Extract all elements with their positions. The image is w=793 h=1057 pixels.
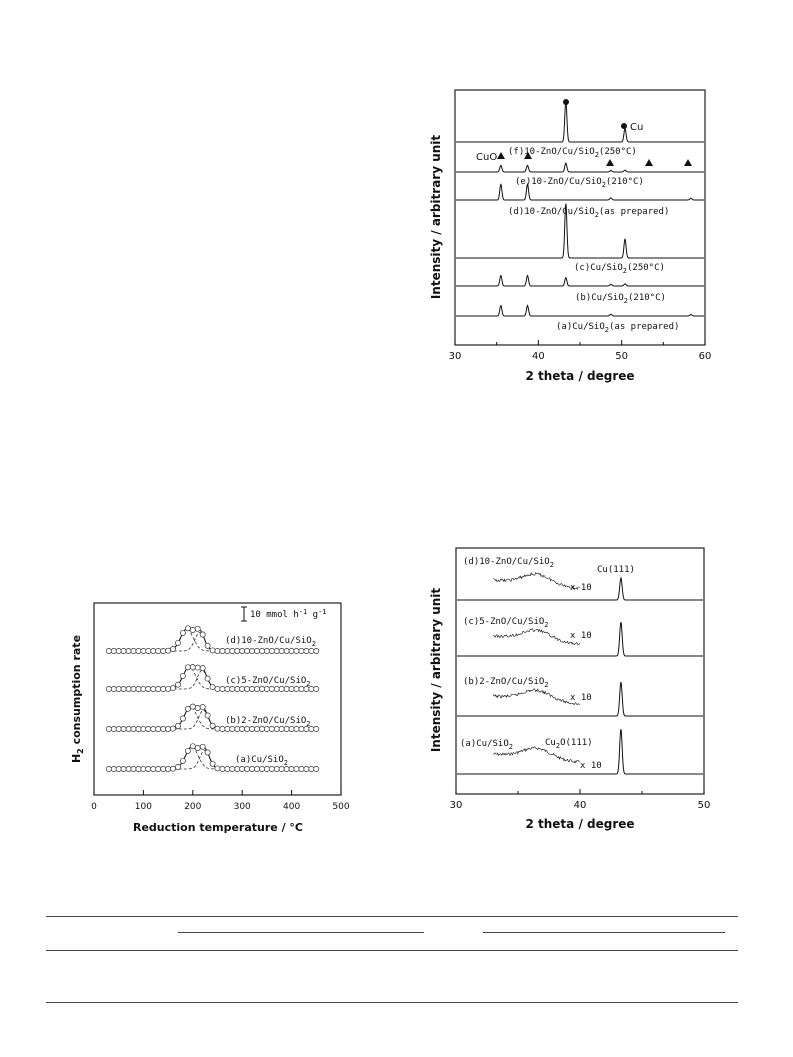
tpr-data-point	[269, 726, 274, 731]
tpr-xtick-label: 400	[283, 802, 301, 812]
xrd-bottom-xtick-label: 40	[573, 800, 587, 811]
tpr-data-point	[284, 686, 289, 691]
tpr-data-point	[161, 686, 166, 691]
tpr-data-point	[259, 726, 264, 731]
tpr-data-point	[220, 766, 225, 771]
tpr-data-point	[294, 686, 299, 691]
tpr-data-point	[185, 665, 190, 670]
tpr-data-point	[264, 766, 269, 771]
tpr-data-point	[190, 704, 195, 709]
tpr-data-point	[264, 686, 269, 691]
tpr-data-point	[269, 766, 274, 771]
tpr-data-point	[220, 686, 225, 691]
xrd-bottom-label-a: (a)Cu/SiO$_2$	[460, 739, 513, 751]
tpr-data-point	[190, 744, 195, 749]
tpr-ticks	[91, 790, 350, 812]
tpr-data-point	[220, 726, 225, 731]
xrd-bottom-label-c: (c)5-ZnO/Cu/SiO$_2$	[463, 617, 549, 629]
tpr-data-point	[141, 686, 146, 691]
tpr-data-point	[235, 648, 240, 653]
tpr-data-point	[126, 726, 131, 731]
xrd-top-label-d: (d)10-ZnO/Cu/SiO$_2$(as prepared)	[508, 207, 670, 219]
tpr-data-point	[141, 648, 146, 653]
cuo-marker	[684, 159, 692, 166]
tpr-data-point	[279, 766, 284, 771]
tpr-data-point	[111, 648, 116, 653]
tpr-data-point	[106, 766, 111, 771]
tpr-data-point	[185, 748, 190, 753]
tpr-data-point	[279, 648, 284, 653]
xrd-top-xtick-label: 40	[531, 351, 545, 362]
tpr-data-point	[274, 686, 279, 691]
tpr-data-point	[116, 726, 121, 731]
tpr-data-point	[185, 706, 190, 711]
xrd-top-label-c: (c)Cu/SiO$_2$(250°C)	[574, 263, 665, 275]
tpr-data-point	[230, 726, 235, 731]
tpr-data-point	[161, 648, 166, 653]
tpr-data-point	[180, 758, 185, 763]
tpr-data-point	[240, 648, 245, 653]
tpr-data-point	[225, 766, 230, 771]
tpr-xaxis-label: Reduction temperature / °C	[133, 821, 303, 834]
xrd-top-label-e: (e)10-ZnO/Cu/SiO$_2$(210°C)	[515, 177, 644, 189]
tpr-data-point	[264, 648, 269, 653]
tpr-data-point	[245, 648, 250, 653]
tpr-data-point	[289, 686, 294, 691]
tpr-data-point	[156, 766, 161, 771]
xrd-top-xaxis-label: 2 theta / degree	[525, 369, 635, 383]
tpr-data-point	[235, 766, 240, 771]
tpr-label-c: (c)5-ZnO/Cu/SiO$_2$	[225, 676, 311, 688]
tpr-data-point	[146, 766, 151, 771]
tpr-data-point	[111, 686, 116, 691]
xrd-bottom-xtick-label: 30	[449, 800, 463, 811]
tpr-data-point	[245, 726, 250, 731]
tpr-data-point	[225, 686, 230, 691]
tpr-data-point	[175, 723, 180, 728]
tpr-data-point	[245, 686, 250, 691]
xrd-bottom-inset-x10	[493, 629, 579, 645]
tpr-figure	[70, 595, 360, 845]
tpr-data-point	[230, 686, 235, 691]
cuo-marker	[497, 152, 505, 159]
tpr-data-point	[210, 723, 215, 728]
tpr-data-point	[146, 686, 151, 691]
tpr-data-point	[274, 726, 279, 731]
xrd-top-label-a: (a)Cu/SiO$_2$(as prepared)	[556, 322, 680, 334]
tpr-data-point	[151, 726, 156, 731]
tpr-data-point	[170, 646, 175, 651]
tpr-data-point	[126, 766, 131, 771]
xrd-figure-bottom	[420, 540, 720, 840]
tpr-data-point	[141, 766, 146, 771]
tpr-data-point	[205, 676, 210, 681]
tpr-data-point	[294, 648, 299, 653]
tpr-data-point	[245, 766, 250, 771]
mult-label-d: x 10	[570, 583, 592, 593]
tpr-data-point	[121, 686, 126, 691]
tpr-data-point	[151, 766, 156, 771]
tpr-data-point	[259, 766, 264, 771]
tpr-data-point	[166, 686, 171, 691]
xrd-bottom-xaxis-label: 2 theta / degree	[525, 817, 635, 831]
tpr-data-point	[106, 648, 111, 653]
tpr-data-point	[175, 640, 180, 645]
tpr-data-point	[166, 766, 171, 771]
tpr-data-point	[166, 648, 171, 653]
tpr-data-point	[131, 766, 136, 771]
cuo-marker	[606, 159, 614, 166]
xrd-top-series-line	[456, 276, 704, 287]
tpr-data-point	[205, 713, 210, 718]
tpr-data-point	[269, 686, 274, 691]
xrd-top-xtick-label: 50	[615, 351, 629, 362]
tpr-data-point	[170, 726, 175, 731]
xrd-bottom-inset-x10	[493, 689, 579, 705]
tpr-data-point	[254, 648, 259, 653]
tpr-data-point	[274, 648, 279, 653]
tpr-data-point	[136, 686, 141, 691]
tpr-data-point	[146, 726, 151, 731]
tpr-data-point	[289, 726, 294, 731]
tpr-data-point	[304, 648, 309, 653]
xrd-top-label-b: (b)Cu/SiO$_2$(210°C)	[575, 293, 666, 305]
tpr-data-point	[294, 766, 299, 771]
tpr-data-point	[136, 726, 141, 731]
xrd-top-series-line	[456, 306, 704, 317]
tpr-data-point	[299, 766, 304, 771]
tpr-data-point	[195, 665, 200, 670]
tpr-data-point	[185, 626, 190, 631]
tpr-data-point	[230, 648, 235, 653]
tpr-data-point	[180, 716, 185, 721]
tpr-curves	[106, 626, 319, 772]
tpr-data-point	[200, 632, 205, 637]
tpr-data-point	[205, 643, 210, 648]
mult-label-b: x 10	[570, 693, 592, 703]
xrd-top-series-line	[456, 101, 704, 142]
tpr-data-point	[254, 686, 259, 691]
tpr-data-point	[235, 686, 240, 691]
xrd-top-frame	[455, 90, 705, 345]
tpr-data-point	[175, 764, 180, 769]
tpr-data-point	[215, 766, 220, 771]
tpr-data-point	[289, 766, 294, 771]
tpr-data-point	[200, 666, 205, 671]
tpr-label-a: (a)Cu/SiO$_2$	[235, 755, 288, 767]
tpr-data-point	[314, 686, 319, 691]
xrd-top-ticks	[449, 340, 712, 362]
tpr-data-point	[250, 686, 255, 691]
tpr-data-point	[126, 648, 131, 653]
tpr-data-point	[289, 648, 294, 653]
tpr-data-point	[254, 726, 259, 731]
tpr-data-point	[200, 705, 205, 710]
tpr-data-point	[180, 630, 185, 635]
tpr-data-point	[156, 648, 161, 653]
tpr-data-point	[284, 726, 289, 731]
xrd-bottom-xtick-label: 50	[697, 800, 711, 811]
tpr-data-point	[304, 766, 309, 771]
tpr-data-point	[195, 626, 200, 631]
tpr-xtick-label: 300	[233, 802, 251, 812]
tpr-data-point	[309, 766, 314, 771]
tpr-data-point	[161, 726, 166, 731]
tpr-data-point	[170, 766, 175, 771]
tpr-data-point	[240, 726, 245, 731]
tpr-data-point	[215, 686, 220, 691]
tpr-data-point	[314, 766, 319, 771]
tpr-data-point	[106, 686, 111, 691]
xrd-bottom-label-d: (d)10-ZnO/Cu/SiO$_2$	[463, 557, 554, 569]
tpr-data-point	[106, 726, 111, 731]
tpr-data-point	[136, 766, 141, 771]
tpr-data-point	[121, 726, 126, 731]
tpr-data-point	[175, 682, 180, 687]
tpr-data-point	[250, 766, 255, 771]
mult-label-a: x 10	[580, 761, 602, 771]
tpr-data-point	[161, 766, 166, 771]
xrd-top-xtick-label: 60	[698, 351, 712, 362]
tpr-data-point	[259, 648, 264, 653]
tpr-data-point	[126, 686, 131, 691]
tpr-data-point	[235, 726, 240, 731]
tpr-data-point	[279, 686, 284, 691]
tpr-data-point	[205, 750, 210, 755]
tpr-data-point	[284, 648, 289, 653]
tpr-data-point	[299, 726, 304, 731]
tpr-data-point	[215, 726, 220, 731]
xrd-bottom-inset-x10	[493, 747, 579, 763]
cuo-marker	[645, 159, 653, 166]
tpr-data-point	[156, 686, 161, 691]
tpr-data-point	[225, 726, 230, 731]
xrd-bottom-ticks	[450, 789, 711, 811]
xrd-top-label-f: (f)10-ZnO/Cu/SiO$_2$(250°C)	[508, 147, 637, 159]
tpr-data-point	[136, 648, 141, 653]
tpr-data-point	[131, 726, 136, 731]
tpr-data-point	[215, 648, 220, 653]
xrd-top-yaxis-label: Intensity / arbitrary unit	[429, 134, 443, 300]
tpr-data-point	[250, 648, 255, 653]
cu-marker	[563, 99, 569, 105]
cu111-label: Cu(111)	[597, 565, 635, 575]
table-bottom-rule	[46, 1002, 738, 1003]
xrd-figure-top	[420, 80, 720, 400]
xrd-bottom-label-b: (b)2-ZnO/Cu/SiO$_2$	[463, 677, 549, 689]
tpr-data-point	[314, 648, 319, 653]
table-top-rule	[46, 916, 738, 917]
tpr-data-point	[131, 686, 136, 691]
tpr-data-point	[131, 648, 136, 653]
tpr-data-point	[210, 684, 215, 689]
tpr-data-point	[240, 766, 245, 771]
tpr-data-point	[254, 766, 259, 771]
tpr-data-point	[116, 766, 121, 771]
tpr-data-point	[190, 665, 195, 670]
xrd-bottom-inset-x10	[493, 573, 579, 590]
tpr-data-point	[151, 686, 156, 691]
tpr-data-point	[200, 744, 205, 749]
tpr-data-point	[230, 766, 235, 771]
tpr-data-point	[269, 648, 274, 653]
tpr-data-point	[195, 745, 200, 750]
mult-label-c: x 10	[570, 631, 592, 641]
tpr-data-point	[240, 686, 245, 691]
tpr-data-point	[116, 648, 121, 653]
tpr-data-point	[166, 726, 171, 731]
tpr-data-point	[279, 726, 284, 731]
tpr-data-point	[264, 726, 269, 731]
cu-legend: Cu	[630, 122, 644, 133]
tpr-data-point	[309, 648, 314, 653]
tpr-xtick-label: 200	[184, 802, 202, 812]
table-group-rule-left	[178, 932, 424, 933]
cuo-legend: CuO	[476, 152, 498, 163]
tpr-data-point	[170, 686, 175, 691]
tpr-data-point	[274, 766, 279, 771]
xrd-top-xtick-label: 30	[448, 351, 462, 362]
tpr-data-point	[111, 766, 116, 771]
tpr-data-point	[299, 686, 304, 691]
cu2o-label: $Cu_2O(111)$	[545, 738, 593, 750]
table-group-rule-right	[483, 932, 725, 933]
tpr-data-point	[190, 627, 195, 632]
tpr-data-point	[210, 648, 215, 653]
cu-marker	[621, 123, 627, 129]
tpr-data-point	[141, 726, 146, 731]
tpr-data-point	[284, 766, 289, 771]
tpr-xtick-label: 0	[91, 802, 97, 812]
tpr-data-point	[146, 648, 151, 653]
tpr-data-point	[195, 705, 200, 710]
tpr-data-point	[314, 726, 319, 731]
tpr-data-point	[111, 726, 116, 731]
xrd-top-series-line	[456, 163, 704, 172]
tpr-scale-label: 10 mmol $h^{-1}$ $g^{-1}$	[250, 608, 327, 620]
tpr-data-point	[299, 648, 304, 653]
tpr-data-point	[121, 648, 126, 653]
tpr-data-point	[116, 686, 121, 691]
tpr-data-point	[151, 648, 156, 653]
tpr-data-point	[180, 673, 185, 678]
tpr-data-point	[294, 726, 299, 731]
tpr-data-point	[225, 648, 230, 653]
xrd-bottom-yaxis-label: Intensity / arbitrary unit	[429, 587, 443, 753]
tpr-data-point	[210, 761, 215, 766]
table-header-rule	[46, 950, 738, 951]
tpr-data-point	[250, 726, 255, 731]
tpr-data-point	[121, 766, 126, 771]
tpr-data-point	[156, 726, 161, 731]
tpr-label-d: (d)10-ZnO/Cu/SiO$_2$	[225, 636, 316, 648]
tpr-yaxis-label: $H_2$ consumption rate	[70, 634, 85, 764]
tpr-data-point	[220, 648, 225, 653]
tpr-data-point	[259, 686, 264, 691]
tpr-label-b: (b)2-ZnO/Cu/SiO$_2$	[225, 716, 311, 728]
tpr-xtick-label: 100	[134, 802, 152, 812]
tpr-xtick-label: 500	[332, 802, 350, 812]
